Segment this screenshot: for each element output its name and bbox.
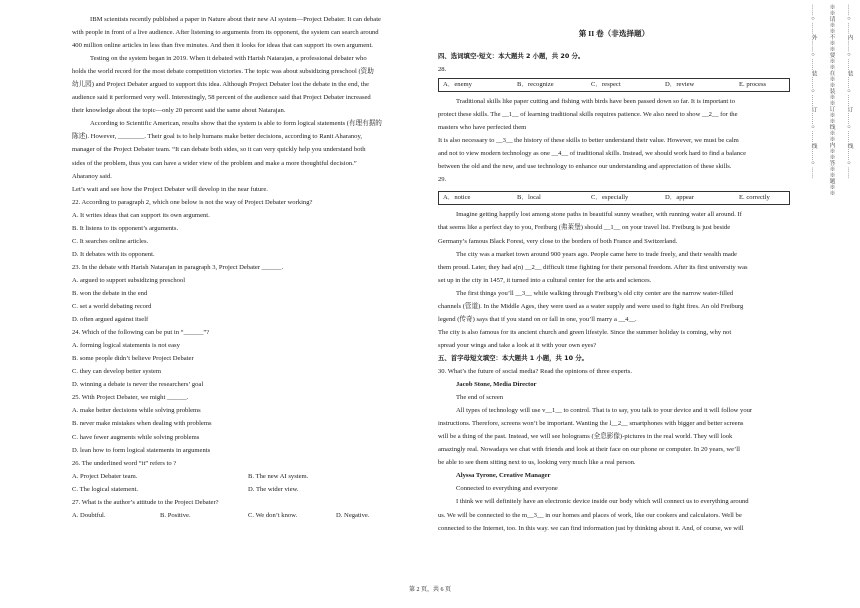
word-choice: D．review: [665, 81, 695, 89]
text-line: A. make better decisions while solving problems: [72, 407, 201, 415]
section-title: 第 II 卷（非选择题）: [578, 29, 650, 38]
answer-option: C. We don’t know.: [248, 511, 298, 519]
text-line: protect these skills. The __1__ of learning traditional skills requires patience. We also need to show __2__ for the: [438, 111, 738, 119]
text-line: B. some people didn’t believe Project Debater: [72, 355, 194, 363]
text-line: them proud. Later, they had a(n) __2__ difficult time fighting for their personal freedom. After its first university was: [438, 263, 748, 271]
text-line: Imagine getting happily lost among stone paths in beautiful sunny weather, with running water all around. If: [456, 211, 742, 219]
text-line: Germany’s famous Black Forest, very close to the borders of both France and Switzerland.: [438, 237, 678, 245]
binding-notice: ※※请※※不※※要※※在※※装※※订※※线※※内※※答※※题※※: [828, 4, 834, 196]
word-choice: E. process: [739, 81, 767, 89]
text-line: I think we will definitely have an electronic device inside our body which will connect us to everything around: [456, 498, 749, 506]
text-line: masters who have perfected them: [438, 124, 527, 132]
text-line: 400 million online articles in less than five minutes. And then it looks for ideas that can support its own argument.: [72, 42, 373, 50]
word-choice: C．especially: [591, 194, 629, 202]
binding-inner-line: ……○……内……○……装……○……订……○……线……○……: [846, 4, 852, 179]
text-line: The end of screen: [456, 394, 504, 402]
text-line: instructions. Therefore, screens won’t be important. Wanting the l__2__ smartphones with bigger and better screens: [438, 420, 744, 428]
text-line: Testing on the system began in 2019. When it debated with Harish Natarajan, a professional debater who: [90, 55, 367, 63]
text-line: C. they can develop better system: [72, 368, 161, 376]
text-line: C. It searches online articles.: [72, 237, 149, 245]
text-line: that seems like a perfect day to you, Freiburg (弗莱堡) should __1__ on your travel list. Freiburg is just beside: [438, 224, 731, 232]
option-row: [72, 483, 424, 496]
right-column: [438, 26, 790, 535]
word-box-29: [438, 191, 790, 205]
text-line: 22. According to paragraph 2, which one below is not the way of Project Debater working?: [72, 198, 313, 206]
text-line: B. won the debate in the end: [72, 289, 148, 297]
text-line: A. argued to support subsidizing preschool: [72, 276, 186, 284]
word-choice: B．local: [517, 194, 541, 202]
text-line: The city is also famous for its ancient church and green lifestyle. Since the summer holiday is coming, why not: [438, 328, 732, 336]
question-29-label: 29.: [438, 176, 447, 184]
text-line: connected to the Internet, too. In this way. we can find information just by thinking about it. And, of course, we will: [438, 524, 744, 532]
text-line: A. It writes ideas that can support its own argument.: [72, 211, 210, 219]
answer-option: A. Doubtful.: [72, 511, 106, 519]
text-line: Traditional skills like paper cutting and fishing with birds have been passed down so far. It is important to: [456, 98, 736, 106]
text-line: us. We will be connected to the m__3__ in our homes and places of work, like our cookers and calculators. Well be: [438, 511, 742, 519]
page-footer: 第 2 页，共 6 页: [408, 587, 451, 593]
left-column: [72, 13, 424, 522]
answer-option: D. The wider view.: [248, 485, 299, 493]
text-line: Aharanoy said.: [72, 172, 112, 180]
text-line: will be a thing of the past. Instead, we will see holograms (全息影像)-pictures in the real world. They will look: [438, 433, 733, 441]
text-line: 23. In the debate with Harish Natarajan in paragraph 3, Project Debater ______.: [72, 263, 284, 271]
binding-margin: [806, 4, 856, 604]
text-line: spread your wings and take a look at it with your own eyes?: [438, 341, 597, 349]
passage-29: [438, 208, 790, 352]
text-line: D. winning a debate is never the researchers’ goal: [72, 381, 204, 389]
word-choice: A．notice: [443, 194, 471, 202]
answer-option: C. The logical statement.: [72, 485, 138, 493]
text-line: B. It listens to its opponent’s arguments.: [72, 224, 179, 232]
answer-option: A. Project Debater team.: [72, 472, 138, 480]
text-line: amazingly real. Nowadays we chat with friends and look at their face on our phone or computer. In 20 years, we’ll: [438, 446, 740, 454]
text-line: channels (管道). In the Middle Ages, they were used as a water supply and were used to fight fires. An old Freiburg: [438, 302, 744, 310]
text-line: and not to view modern technology as one __4__ of traditional skills. Instead, we should work hard to find a balance: [438, 150, 747, 158]
text-line: between the old and the new, and use technology to enhance our understanding and appreciation of these skills.: [438, 163, 732, 171]
section-heading-4: 四、选词填空-短文：本大题共 2 小题，共 20 分。: [438, 52, 585, 60]
option-row: [72, 509, 424, 522]
passage-30: [438, 365, 790, 535]
binding-outer-line: ……○……外……○……装……○……订……○……线……○……: [810, 4, 816, 179]
text-line: be able to see them sitting next to us, looking very much like a real person.: [438, 459, 636, 467]
text-line: holds the world record for the most debate competition victories. The topic was about subsidizing preschool (资助: [72, 68, 374, 76]
text-line: The first things you’ll __3__ while walking through Freiburg’s old city center are the narrow water-filled: [456, 289, 734, 297]
word-box-28: [438, 78, 790, 92]
passage-28: [438, 95, 790, 173]
text-line: Connected to everything and everyone: [456, 485, 558, 493]
answer-option: D. Negative.: [336, 511, 370, 519]
text-line: D. often argued against itself: [72, 316, 149, 324]
question-27: 27. What is the author’s attitude to the Project Debater?: [72, 498, 219, 506]
text-line: C. set a world debating record: [72, 303, 152, 311]
text-line: 30. What’s the future of social media? Read the opinions of three experts.: [438, 367, 632, 375]
text-line: A. forming logical statements is not easy: [72, 342, 180, 350]
text-line: IBM scientists recently published a paper in Nature about their new AI system—Project Debater. It can debate: [90, 16, 381, 23]
text-line: The city was a market town around 900 years ago. People came here to trade freely, and their wealth made: [456, 250, 737, 258]
text-line: manager of the Project Debater team. “It can debate both sides, so it can very quickly help you understand both: [72, 146, 366, 154]
text-line: set up in the city in 1457, it turned into a cultural center for the arts and sciences.: [438, 276, 652, 284]
text-line: legend (传奇) says that if you stand on or fall in one, you’ll marry a __4__.: [438, 315, 637, 323]
text-line: 24. Which of the following can be put in “______”?: [72, 329, 210, 337]
answer-option: B. The new AI system.: [248, 472, 309, 480]
word-choice: D．appear: [665, 194, 694, 202]
word-choice: B．recognize: [517, 81, 554, 89]
text-line: 25. With Project Debater, we might ______.: [72, 394, 189, 402]
text-line: sides of the problem, thus you can have a wider view of the problem and make a more thoughtful decision.”: [72, 159, 357, 167]
section-heading-5: 五、首字母短文填空：本大题共 1 小题，共 10 分。: [438, 353, 589, 362]
word-choice: A．enemy: [443, 81, 472, 89]
text-line: It is also necessary to __3__ the history of these skills to better understand their value. However, we must be calm: [438, 137, 739, 145]
text-line: D. lean how to form logical statements in arguments: [72, 446, 211, 454]
text-line: C. have fewer augments while solving problems: [72, 433, 200, 441]
text-line: their knowledge about the topic—only 20 percent said the same about Natarajan.: [72, 107, 286, 115]
text-line: All types of technology will use v__1__ to control. That is to say, you talk to your device and it will follow your: [456, 407, 753, 415]
text-line: with people in front of a live audience. After listening to arguments from its opponent, the system can search around: [72, 29, 379, 37]
text-line: D. It debates with its opponent.: [72, 250, 155, 258]
text-line: Jacob Stone, Media Director: [456, 381, 537, 389]
text-line: Let’s wait and see how the Project Debater will develop in the near future.: [72, 185, 268, 193]
text-line: Alyssa Tyrone, Creative Manager: [456, 472, 551, 480]
option-row: [72, 470, 424, 483]
answer-option: B. Positive.: [160, 511, 191, 519]
text-line: B. never make mistakes when dealing with problems: [72, 420, 212, 428]
text-line: According to Scientific American, results show that the system is able to form logical statements (有理有据的: [90, 120, 382, 128]
text-line: audience said it performed very well. Interestingly, 58 percent of the audience said that Project Debater increased: [72, 94, 371, 102]
text-line: 幼儿园) and Project Debater argued to support this idea. Although Project Debater lost the debate in the end, the: [72, 81, 369, 89]
question-28-label: 28.: [438, 66, 447, 74]
word-choice: E. correctly: [739, 194, 770, 202]
word-choice: C．respect: [591, 81, 621, 89]
text-line: 陈述). However, ________. Their goal is to help humans make better decisions, according to Ranit Aharanoy,: [72, 133, 362, 141]
text-line: 26. The underlined word “it” refers to ?: [72, 459, 177, 467]
